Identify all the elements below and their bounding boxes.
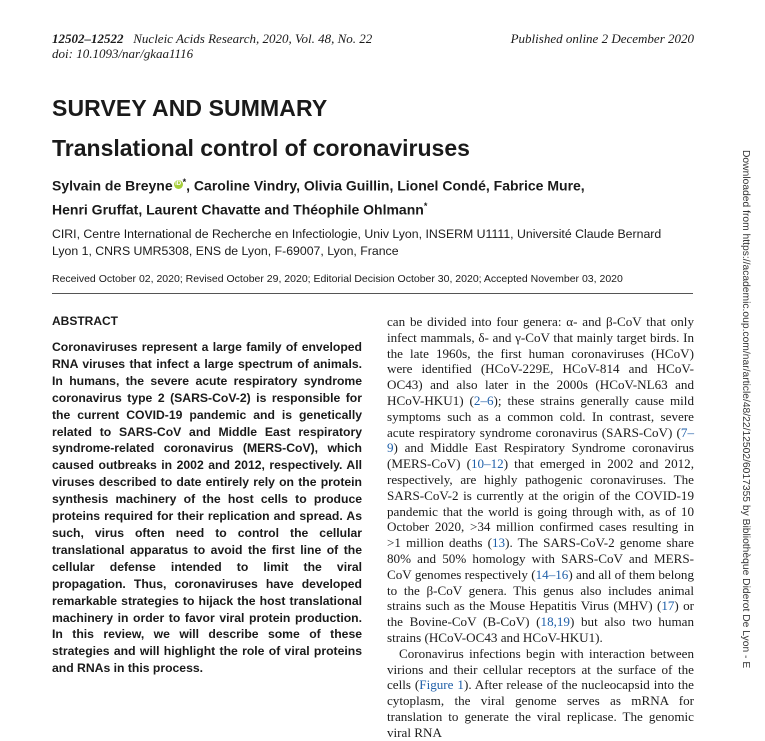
abstract-heading: ABSTRACT bbox=[52, 314, 118, 328]
text-run: ). After release of the nucleocapsid into the cytoplasm, the viral genome serves as mRNA for translation to generate the viral replicase. The genomic viral RNA bbox=[387, 677, 694, 740]
text-run: ) and Middle East Respiratory Syndrome coronavirus (MERS-CoV) ( bbox=[387, 440, 694, 472]
history-dates: Received October 02, 2020; Revised October 29, 2020; Editorial Decision October 30, 2020; Accepted November 03, 2020 bbox=[52, 273, 623, 285]
article-title: Translational control of coronaviruses bbox=[52, 135, 470, 161]
corresponding-mark: * bbox=[182, 177, 187, 187]
download-watermark: Downloaded from https://academic.oup.com/nar/article/48/22/12502/6017355 by Bibliothèque Diderot De Lyon - E bbox=[740, 150, 751, 669]
citation-link[interactable]: 17 bbox=[661, 598, 675, 614]
citation-link[interactable]: 13 bbox=[491, 535, 506, 551]
figure-link[interactable]: Figure 1 bbox=[419, 677, 464, 693]
section-title: SURVEY AND SUMMARY bbox=[52, 95, 328, 121]
abstract-text: Coronaviruses represent a large family of enveloped RNA viruses that infect a large spectrum of animals. In humans, the severe acute respiratory syndrome coronavirus type 2 (SARS-CoV-2) is responsible for the current COVID-19 pandemic and is genetically related to SARS-CoV and Middle East respiratory syndrome-related coronavirus (MERS-CoV), which caused outbreaks in 2002 and 2012, respectively. All viruses described to date entirely rely on the protein synthesis machinery of the host cells to produce proteins required for their replication and spread. As such, virus often need to control the cellular translational apparatus to avoid the first line of the cellular defense intended to limit the viral propagation. Thus, coronaviruses have developed remarkable strategies to hijack the host translational machinery in order to favor viral protein production. In this review, we will describe some of these strategies and will highlight the role of viral proteins and RNAs in this process. bbox=[52, 340, 362, 676]
author-line-1: , Caroline Vindry, Olivia Guillin, Lionel Condé, Fabrice Mure, bbox=[186, 177, 585, 194]
text-run: ) but also two human strains (HCoV-OC43 and HCoV-HKU1). bbox=[387, 614, 694, 645]
orcid-icon[interactable]: iD bbox=[175, 181, 182, 187]
body-paragraph-2 bbox=[387, 646, 694, 741]
page-range: 12502–12522 bbox=[52, 31, 124, 46]
running-head bbox=[52, 31, 694, 63]
text-run: ); these strains generally cause mild symptoms such as a common cold. In contrast, severe acute respiratory syndrome coronavirus (SARS-CoV) ( bbox=[387, 392, 694, 440]
text-run: Coronavirus infections begin with interaction between virions and their cellular receptors at the surface of the cells ( bbox=[387, 645, 694, 693]
abstract-column bbox=[52, 314, 362, 677]
header-divider bbox=[52, 293, 693, 294]
author-line-2: Henri Gruffat, Laurent Chavatte and Théophile Ohlmann bbox=[52, 201, 424, 218]
text-run: ) that emerged in 2002 and 2012, respectively, are highly pathogenic coronaviruses. The SARS-CoV-2 is currently at the origin of the COVID-19 pandemic that the world is going through with, as of 10 October 2020, >34 million confirmed cases resulting in >1 million deaths ( bbox=[387, 456, 695, 551]
text-run: ) or the Bovine-CoV (B-CoV) ( bbox=[387, 598, 694, 630]
affiliation: CIRI, Centre International de Recherche en Infectiologie, Univ Lyon, INSERM U1111, Université Claude Bernard Lyon 1, CNRS UMR5308, ENS de Lyon, F-69007, Lyon, France bbox=[52, 227, 662, 258]
citation-link[interactable]: 7–9 bbox=[387, 424, 694, 456]
text-run: ) and all of them belong to the β-CoV genera. This genus also includes animal strains such as the Mouse Hepatitis Virus (MHV) ( bbox=[387, 566, 694, 614]
citation-link[interactable]: 10–12 bbox=[470, 456, 504, 472]
text-run: ). The SARS-CoV-2 genome share 80% and 50% homology with SARS-CoV and MERS-CoV genomes respectively ( bbox=[387, 535, 694, 582]
body-column bbox=[387, 314, 694, 741]
author-first[interactable]: Sylvain de Breyne bbox=[52, 177, 173, 194]
body-paragraph-1 bbox=[387, 314, 694, 646]
text-run: can be divided into four genera: α- and β-CoV that only infect mammals, δ- and γ-CoV that mainly target birds. In the late 1960s, the first human coronaviruses (HCoV) were identified (HCoV-229E, HCoV-814 and HCoV-OC43) and also later in the 2000s (HCoV-NL63 and HCoV-HKU1) ( bbox=[387, 314, 694, 408]
citation-link[interactable]: 14–16 bbox=[535, 566, 569, 582]
publication-date: Published online 2 December 2020 bbox=[510, 31, 694, 46]
corresponding-mark-2: * bbox=[423, 200, 428, 211]
journal-name: Nucleic Acids Research, 2020, Vol. 48, No. 22 bbox=[133, 31, 373, 46]
doi-link[interactable]: doi: 10.1093/nar/gkaa1116 bbox=[52, 46, 194, 61]
journal-citation bbox=[52, 31, 372, 47]
citation-link[interactable]: 2–6 bbox=[473, 392, 494, 408]
citation-link[interactable]: 18,19 bbox=[540, 614, 570, 630]
author-list bbox=[52, 172, 642, 219]
